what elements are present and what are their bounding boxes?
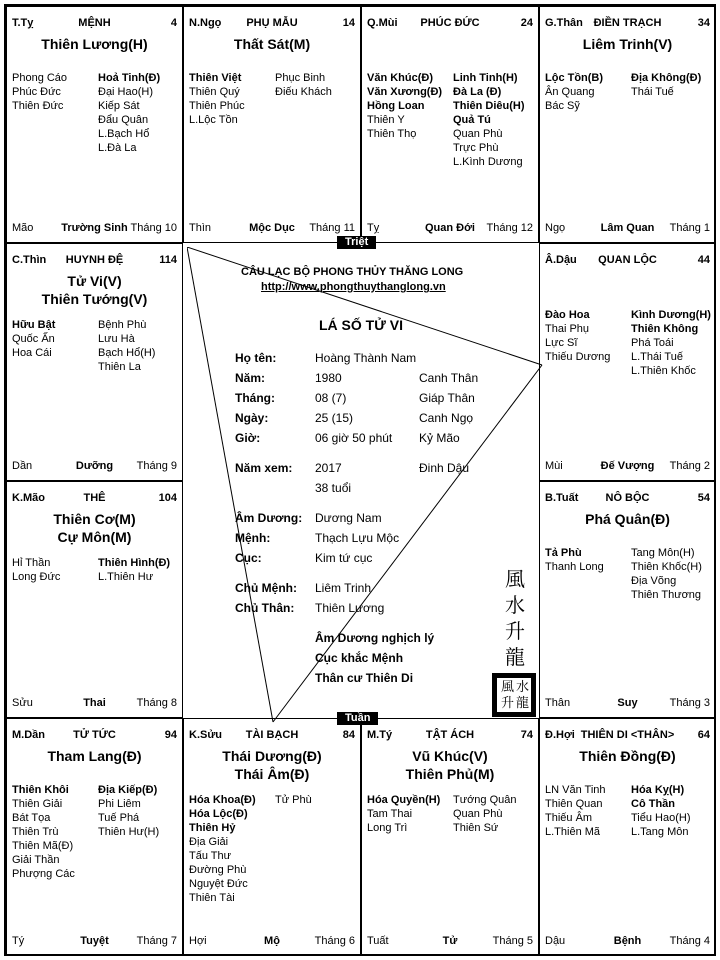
star-column-left bbox=[367, 71, 442, 141]
minor-star: Tử Phù bbox=[275, 794, 312, 806]
palace-branch: N.Ngọ bbox=[189, 17, 222, 29]
palace-branch: K.Mão bbox=[12, 492, 45, 504]
star-column-right bbox=[98, 783, 159, 839]
palace-a-dau bbox=[539, 243, 716, 481]
main-star: Thất Sát(M) bbox=[233, 36, 311, 52]
note-cuc: Cục khắc Mệnh bbox=[315, 651, 404, 665]
minor-star: Thanh Long bbox=[545, 561, 604, 573]
palace-header bbox=[545, 729, 710, 743]
minor-star: Thiên Khôi bbox=[12, 784, 69, 796]
palace-age: 14 bbox=[342, 17, 355, 29]
palace-c-thin bbox=[6, 243, 183, 481]
palace-name: HUYNH ĐỆ bbox=[65, 254, 124, 266]
main-stars bbox=[7, 272, 182, 308]
horoscope-chart bbox=[4, 4, 716, 956]
palace-footer bbox=[545, 460, 710, 474]
palace-footer bbox=[545, 935, 710, 949]
minor-star: Tiểu Hao(H) bbox=[631, 812, 691, 824]
palace-month: Tháng 4 bbox=[669, 935, 710, 947]
chumenh-value: Liêm Trinh bbox=[315, 581, 372, 595]
calligraphy-char: 風 bbox=[505, 567, 525, 591]
calligraphy-char: 水 bbox=[505, 593, 525, 617]
minor-star: Điếu Khách bbox=[275, 86, 332, 98]
minor-star: L.Lộc Tồn bbox=[189, 114, 238, 126]
minor-star: Long Trì bbox=[367, 822, 408, 834]
seal-char: 升 bbox=[501, 696, 515, 711]
life-stage: Trường Sinh bbox=[61, 222, 128, 234]
life-stage: Tử bbox=[442, 935, 458, 947]
hour-canchi: Kỷ Mão bbox=[419, 431, 460, 445]
life-stage: Quan Đới bbox=[425, 222, 475, 234]
minor-star: L.Bạch Hổ bbox=[98, 128, 150, 140]
palace-q-mui bbox=[361, 6, 539, 243]
minor-star: Quốc Ấn bbox=[12, 333, 55, 345]
star-column-right bbox=[98, 318, 155, 374]
minor-star: Thiên Trù bbox=[12, 826, 59, 838]
minor-star: Thiên Thọ bbox=[367, 128, 417, 140]
main-star: Liêm Trinh(V) bbox=[582, 36, 673, 52]
minor-star: Phi Liêm bbox=[98, 798, 141, 810]
minor-star: Hóa Khoa(Đ) bbox=[189, 794, 256, 806]
palace-header bbox=[367, 17, 533, 31]
main-star: Thái Dương(Đ) bbox=[222, 748, 322, 764]
seal-char: 水 bbox=[516, 680, 530, 695]
main-star: Thiên Lương(H) bbox=[41, 36, 148, 52]
star-column-right bbox=[98, 71, 160, 155]
life-stage: Tuyệt bbox=[80, 935, 109, 947]
palace-m-ty bbox=[361, 718, 539, 956]
palace-header bbox=[189, 17, 355, 31]
minor-star: Tuế Phá bbox=[98, 812, 140, 824]
minor-star: Ân Quang bbox=[545, 86, 595, 98]
minor-star: Địa Không(Đ) bbox=[631, 72, 702, 84]
palace-month: Tháng 5 bbox=[492, 935, 533, 947]
minor-star: Quan Phù bbox=[453, 128, 503, 140]
minor-star: Nguyệt Đức bbox=[189, 878, 248, 890]
minor-star: Thiên Hư(H) bbox=[98, 826, 160, 838]
palace-t-ty bbox=[6, 6, 183, 243]
palace-month: Tháng 6 bbox=[314, 935, 355, 947]
minor-star: Tang Môn(H) bbox=[631, 547, 695, 559]
palace-branch: Â.Dậu bbox=[545, 254, 577, 266]
palace-month: Tháng 11 bbox=[309, 222, 355, 234]
footer-branch: Dậu bbox=[545, 935, 566, 947]
palace-month: Tháng 12 bbox=[486, 222, 533, 234]
palace-branch: B.Tuất bbox=[545, 492, 579, 504]
main-star: Cự Môn(M) bbox=[57, 529, 132, 545]
minor-star: Quả Tú bbox=[453, 114, 491, 126]
palace-footer bbox=[12, 697, 177, 711]
life-stage: Bệnh bbox=[613, 935, 642, 947]
minor-star: Tấu Thư bbox=[189, 850, 232, 862]
seal-stamp-icon bbox=[492, 673, 536, 717]
minor-star: Hoa Cái bbox=[12, 347, 52, 359]
minor-star: Phong Cáo bbox=[12, 72, 68, 84]
minor-star: Thiên Hỷ bbox=[189, 822, 236, 834]
star-column-right bbox=[631, 783, 691, 839]
palace-header bbox=[367, 729, 533, 743]
minor-star: Long Đức bbox=[12, 571, 61, 583]
palace-k-suu bbox=[183, 718, 361, 956]
palace-header bbox=[545, 254, 710, 268]
triet-tag: Triệt bbox=[337, 236, 376, 249]
minor-star: Thiên Quý bbox=[189, 86, 240, 98]
day-label: Ngày: bbox=[235, 411, 269, 425]
star-column-left bbox=[12, 71, 67, 113]
minor-star: Đường Phù bbox=[189, 864, 247, 876]
palace-footer bbox=[545, 222, 710, 236]
main-star: Tử Vi(V) bbox=[67, 273, 122, 289]
star-column-left bbox=[12, 783, 75, 881]
day-canchi: Canh Ngọ bbox=[419, 411, 474, 425]
palace-branch: T.Tỵ bbox=[12, 17, 34, 29]
palace-name: TÀI BẠCH bbox=[245, 729, 299, 741]
main-stars bbox=[362, 747, 538, 783]
palace-month: Tháng 7 bbox=[136, 935, 177, 947]
star-column-left bbox=[12, 318, 55, 360]
minor-star: Đại Hao(H) bbox=[98, 86, 154, 98]
star-column-right bbox=[453, 793, 517, 835]
minor-star: Văn Xương(Đ) bbox=[367, 86, 443, 98]
star-column-left bbox=[545, 546, 604, 574]
calligraphy-char: 龍 bbox=[505, 645, 525, 669]
minor-star: Phục Binh bbox=[275, 72, 326, 84]
palace-age: 104 bbox=[158, 492, 177, 504]
main-star: Phá Quân(Đ) bbox=[585, 511, 670, 527]
star-column-right bbox=[631, 71, 701, 99]
view-year-label: Năm xem: bbox=[235, 461, 293, 475]
palace-footer bbox=[189, 222, 355, 236]
minor-star: Thiên Phúc bbox=[189, 100, 245, 112]
name-label: Họ tên: bbox=[235, 351, 277, 365]
hour-label: Giờ: bbox=[235, 431, 261, 445]
minor-star: Thiên Diêu(H) bbox=[453, 100, 525, 112]
palace-name: THIÊN DI <THÂN> bbox=[580, 729, 675, 741]
palace-month: Tháng 10 bbox=[130, 222, 177, 234]
palace-branch: G.Thân bbox=[545, 17, 583, 29]
minor-star: Bát Tọa bbox=[12, 812, 51, 824]
palace-name: PHỤ MẪU bbox=[246, 17, 298, 29]
palace-name: PHÚC ĐỨC bbox=[420, 17, 480, 29]
minor-star: Thái Tuế bbox=[631, 86, 674, 98]
minor-star: L.Thái Tuế bbox=[631, 351, 683, 363]
main-star: Thiên Tướng(V) bbox=[41, 291, 148, 307]
palace-branch: K.Sửu bbox=[189, 729, 223, 741]
palace-age: 94 bbox=[164, 729, 177, 741]
seal-char: 龍 bbox=[516, 696, 530, 711]
year-canchi: Canh Thân bbox=[419, 371, 479, 385]
footer-branch: Mùi bbox=[545, 460, 563, 472]
year-value: 1980 bbox=[315, 371, 342, 385]
minor-star: Thiên Mã(Đ) bbox=[12, 840, 74, 852]
chumenh-label: Chủ Mệnh: bbox=[235, 581, 297, 595]
minor-star: Thiên Việt bbox=[189, 72, 242, 84]
minor-star: Tả Phù bbox=[545, 547, 582, 559]
note-than: Thân cư Thiên Di bbox=[315, 671, 414, 685]
palace-b-tuat bbox=[539, 481, 716, 718]
minor-star: Bệnh Phù bbox=[98, 319, 147, 331]
main-stars bbox=[7, 35, 182, 53]
minor-star: Thiên Hình(Đ) bbox=[98, 557, 171, 569]
life-stage: Thai bbox=[83, 697, 106, 709]
star-column-right bbox=[631, 546, 702, 602]
main-stars bbox=[540, 510, 715, 528]
palace-age: 64 bbox=[697, 729, 710, 741]
palace-footer bbox=[367, 935, 533, 949]
palace-name: MỆNH bbox=[78, 17, 111, 29]
minor-star: Tam Thai bbox=[367, 808, 413, 820]
footer-branch: Thân bbox=[545, 697, 571, 709]
main-star: Thái Âm(Đ) bbox=[234, 766, 310, 782]
main-stars bbox=[540, 35, 715, 53]
star-column-left bbox=[367, 793, 440, 835]
palace-month: Tháng 3 bbox=[669, 697, 710, 709]
minor-star: Thiên Không bbox=[631, 323, 699, 335]
minor-star: Thiên Giải bbox=[12, 798, 63, 810]
minor-star: Đào Hoa bbox=[545, 309, 590, 321]
view-year-value: 2017 bbox=[315, 461, 342, 475]
footer-branch: Sửu bbox=[12, 697, 33, 709]
star-column-right bbox=[631, 308, 711, 378]
minor-star: Hóa Quyền(H) bbox=[367, 794, 441, 806]
month-value: 08 (7) bbox=[315, 391, 347, 405]
palace-branch: M.Tý bbox=[367, 729, 393, 741]
palace-g-than bbox=[539, 6, 716, 243]
palace-name: ĐIỀN TRẠCH bbox=[593, 17, 662, 29]
minor-star: Thiên Đức bbox=[12, 100, 64, 112]
amduong-label: Âm Dương: bbox=[235, 511, 303, 525]
palace-header bbox=[545, 492, 710, 506]
palace-m-dan bbox=[6, 718, 183, 956]
palace-month: Tháng 8 bbox=[136, 697, 177, 709]
palace-name: TẬT ÁCH bbox=[425, 729, 475, 741]
main-star: Thiên Phủ(M) bbox=[405, 766, 495, 782]
life-stage: Mộ bbox=[264, 935, 280, 947]
view-year-canchi: Đinh Dậu bbox=[419, 461, 470, 475]
minor-star: L.Thiên Mã bbox=[545, 826, 601, 838]
palace-header bbox=[545, 17, 710, 31]
star-column-right bbox=[275, 71, 332, 99]
star-column-left bbox=[189, 71, 245, 127]
minor-star: L.Thiên Khốc bbox=[631, 365, 696, 377]
minor-star: Địa Võng bbox=[631, 575, 677, 587]
palace-name: TỬ TỨC bbox=[73, 729, 116, 741]
palace-branch: Q.Mùi bbox=[367, 17, 398, 29]
palace-month: Tháng 1 bbox=[669, 222, 710, 234]
palace-name: THÊ bbox=[83, 492, 106, 504]
star-column-left bbox=[545, 783, 606, 839]
main-stars bbox=[7, 747, 182, 765]
menh-label: Mệnh: bbox=[235, 531, 271, 545]
minor-star: Phúc Đức bbox=[12, 86, 61, 98]
star-column-right bbox=[453, 71, 525, 169]
minor-star: Tướng Quân bbox=[453, 794, 517, 806]
palace-name: NÔ BỘC bbox=[605, 492, 650, 504]
minor-star: Địa Giải bbox=[189, 836, 229, 848]
footer-branch: Tỵ bbox=[367, 222, 380, 234]
minor-star: Thiên Sứ bbox=[453, 822, 499, 834]
minor-star: L.Tang Môn bbox=[631, 826, 689, 838]
minor-star: Cô Thần bbox=[631, 798, 675, 810]
footer-branch: Tuất bbox=[367, 935, 389, 947]
minor-star: Hóa Lộc(Đ) bbox=[189, 808, 248, 820]
palace-age: 34 bbox=[697, 17, 710, 29]
palace-header bbox=[12, 17, 177, 31]
note-amduong: Âm Dương nghịch lý bbox=[315, 631, 435, 645]
life-stage: Đế Vượng bbox=[600, 460, 655, 472]
palace-k-mao bbox=[6, 481, 183, 718]
cuc-value: Kim tứ cục bbox=[315, 551, 373, 565]
palace-age: 74 bbox=[520, 729, 533, 741]
chuthan-label: Chủ Thân: bbox=[235, 601, 295, 615]
main-stars bbox=[540, 747, 715, 765]
minor-star: L.Kình Dương bbox=[453, 156, 523, 168]
palace-header bbox=[12, 729, 177, 743]
footer-branch: Dần bbox=[12, 460, 33, 472]
star-column-left bbox=[545, 308, 610, 364]
palace-age: 114 bbox=[159, 254, 177, 266]
minor-star: Thiếu Âm bbox=[545, 812, 593, 824]
main-stars bbox=[184, 747, 360, 783]
palace-header bbox=[12, 492, 177, 506]
footer-branch: Hợi bbox=[189, 935, 207, 947]
minor-star: Giải Thần bbox=[12, 854, 60, 866]
main-star: Thiên Đồng(Đ) bbox=[579, 748, 676, 764]
minor-star: Thiếu Dương bbox=[545, 351, 611, 363]
palace-age: 84 bbox=[342, 729, 355, 741]
life-stage: Suy bbox=[617, 697, 638, 709]
chart-title: LÁ SỐ TỬ VI bbox=[319, 317, 403, 333]
minor-star: Lực Sĩ bbox=[545, 337, 578, 349]
main-stars bbox=[7, 510, 182, 546]
menh-value: Thạch Lựu Mộc bbox=[315, 531, 400, 545]
palace-footer bbox=[12, 222, 177, 236]
hour-value: 06 giờ 50 phút bbox=[315, 431, 393, 445]
month-label: Tháng: bbox=[235, 391, 275, 405]
minor-star: Thiên La bbox=[98, 361, 141, 373]
palace-branch: Đ.Hợi bbox=[545, 729, 575, 741]
age-value: 38 tuổi bbox=[315, 481, 352, 495]
year-label: Năm: bbox=[235, 371, 266, 385]
footer-branch: Tý bbox=[12, 935, 25, 947]
palace-age: 44 bbox=[697, 254, 710, 266]
name-value: Hoàng Thành Nam bbox=[315, 351, 417, 365]
life-stage: Mộc Dục bbox=[249, 222, 295, 234]
palace-footer bbox=[367, 222, 533, 236]
palace-header bbox=[189, 729, 355, 743]
life-stage: Lâm Quan bbox=[600, 222, 655, 234]
star-column-left bbox=[12, 556, 60, 584]
main-stars bbox=[184, 35, 360, 53]
palace-month: Tháng 9 bbox=[136, 460, 177, 472]
palace-name: QUAN LỘC bbox=[598, 254, 657, 266]
minor-star: Quan Phù bbox=[453, 808, 503, 820]
center-info-panel bbox=[187, 247, 544, 724]
minor-star: Hỉ Thần bbox=[12, 557, 51, 569]
main-star: Thiên Cơ(M) bbox=[53, 511, 136, 527]
day-value: 25 (15) bbox=[315, 411, 354, 425]
minor-star: Linh Tinh(H) bbox=[453, 72, 518, 84]
star-column-left bbox=[545, 71, 603, 113]
palace-d-hoi bbox=[539, 718, 716, 956]
footer-branch: Ngọ bbox=[545, 222, 566, 234]
star-column-right bbox=[275, 793, 312, 807]
palace-age: 4 bbox=[170, 17, 177, 29]
chuthan-value: Thiên Lương bbox=[315, 601, 385, 615]
cuc-label: Cục: bbox=[235, 551, 262, 565]
palace-n-ngo bbox=[183, 6, 361, 243]
main-star: Vũ Khúc(V) bbox=[412, 748, 488, 764]
minor-star: Thiên Quan bbox=[545, 798, 603, 810]
palace-branch: C.Thìn bbox=[12, 254, 47, 266]
star-column-right bbox=[98, 556, 170, 584]
minor-star: Kiếp Sát bbox=[98, 100, 140, 112]
minor-star: Thiên Tài bbox=[189, 892, 235, 904]
minor-star: Thiên Y bbox=[367, 114, 405, 126]
palace-month: Tháng 2 bbox=[669, 460, 710, 472]
minor-star: Hồng Loan bbox=[367, 100, 425, 112]
minor-star: Hữu Bật bbox=[12, 319, 56, 331]
minor-star: Lưu Hà bbox=[98, 333, 135, 345]
star-column-left bbox=[189, 793, 256, 905]
minor-star: Phá Toái bbox=[631, 337, 674, 349]
palace-age: 24 bbox=[520, 17, 533, 29]
amduong-value: Dương Nam bbox=[315, 511, 382, 525]
minor-star: Thiên Thương bbox=[631, 589, 702, 601]
minor-star: Thai Phụ bbox=[545, 323, 590, 335]
footer-branch: Thìn bbox=[189, 222, 212, 234]
minor-star: L.Thiên Hư bbox=[98, 571, 154, 583]
minor-star: Phượng Các bbox=[12, 868, 75, 880]
club-name: CÂU LẠC BỘ PHONG THỦY THĂNG LONG bbox=[241, 266, 464, 278]
minor-star: Hoả Tinh(Đ) bbox=[98, 72, 161, 84]
minor-star: Bác Sỹ bbox=[545, 100, 580, 112]
minor-star: Trực Phù bbox=[453, 142, 499, 154]
palace-footer bbox=[189, 935, 355, 949]
palace-header bbox=[12, 254, 177, 268]
minor-star: Đẩu Quân bbox=[98, 114, 149, 126]
calligraphy-char: 升 bbox=[505, 619, 525, 643]
club-url[interactable]: http://www.phongthuythanglong.vn bbox=[261, 281, 446, 293]
minor-star: Địa Kiếp(Đ) bbox=[98, 784, 158, 796]
minor-star: Đà La (Đ) bbox=[453, 86, 502, 98]
minor-star: Kình Dương(H) bbox=[631, 309, 711, 321]
minor-star: L.Đà La bbox=[98, 142, 137, 154]
life-stage: Dưỡng bbox=[75, 460, 114, 472]
palace-footer bbox=[12, 460, 177, 474]
minor-star: Hóa Kỵ(H) bbox=[631, 784, 685, 796]
seal-char: 風 bbox=[501, 680, 515, 695]
minor-star: Thiên Khốc(H) bbox=[631, 561, 702, 573]
palace-age: 54 bbox=[697, 492, 710, 504]
footer-branch: Mão bbox=[12, 222, 34, 234]
palace-branch: M.Dần bbox=[12, 729, 45, 741]
palace-footer bbox=[12, 935, 177, 949]
month-canchi: Giáp Thân bbox=[419, 391, 475, 405]
main-star: Tham Lang(Đ) bbox=[47, 748, 142, 764]
minor-star: Lộc Tồn(B) bbox=[545, 72, 604, 84]
minor-star: Văn Khúc(Đ) bbox=[367, 72, 433, 84]
minor-star: LN Văn Tinh bbox=[545, 784, 606, 796]
tuan-tag: Tuần bbox=[337, 712, 378, 725]
minor-star: Bạch Hổ(H) bbox=[98, 347, 156, 359]
palace-footer bbox=[545, 697, 710, 711]
